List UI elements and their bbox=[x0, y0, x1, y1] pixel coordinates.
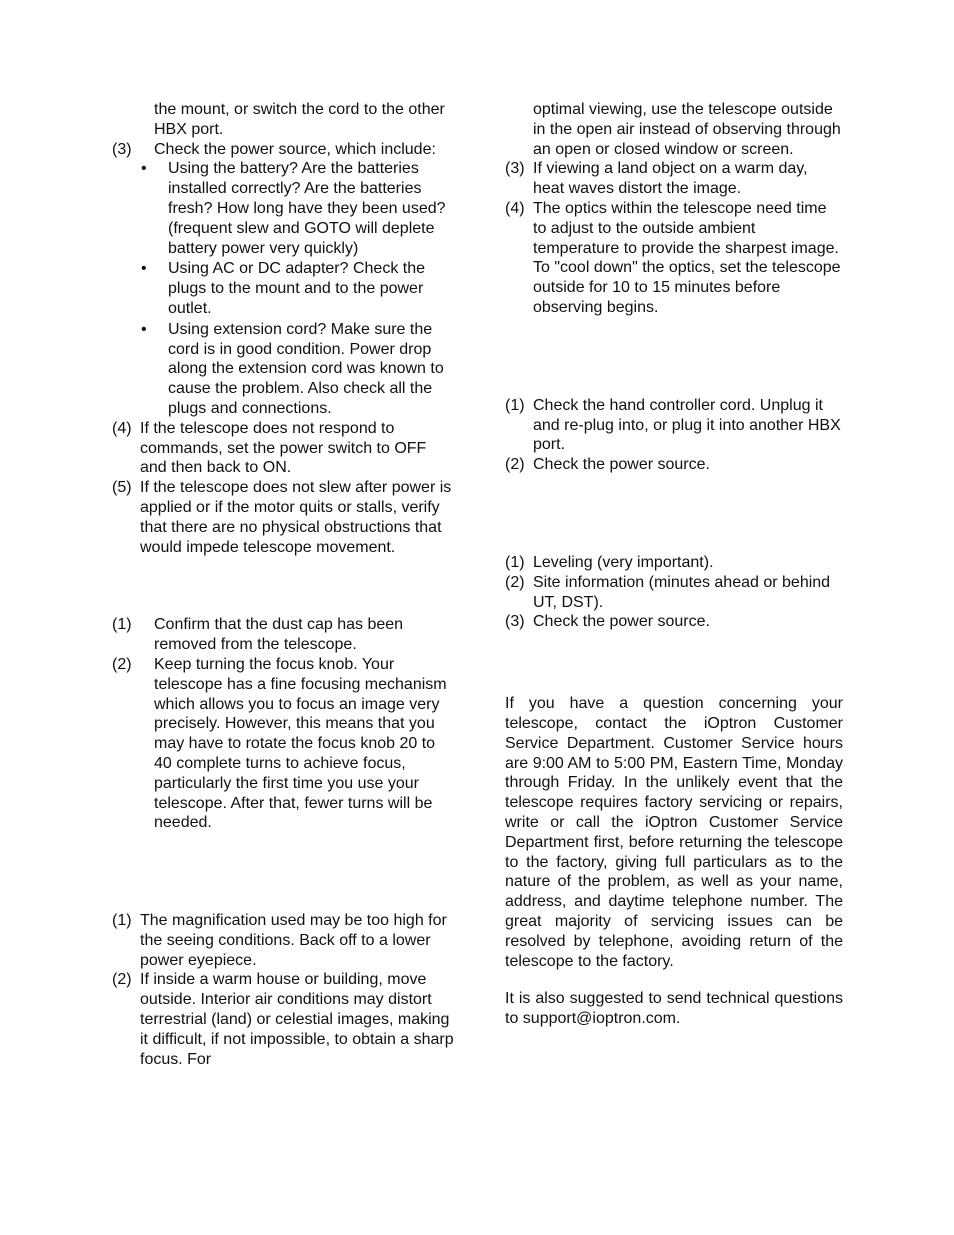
bullet-item: • Using extension cord? Make sure the cord is in good condition. Power drop along the extension cord was known to cause the problem. Also check all the plugs and connections. bbox=[141, 320, 444, 417]
bullet-icon: • bbox=[141, 260, 147, 278]
list-item: (2) Site information (minutes ahead or behind UT, DST). bbox=[505, 573, 831, 611]
bullet-icon: • bbox=[141, 320, 147, 338]
list-item: (1) Leveling (very important). bbox=[505, 553, 714, 571]
list-item: (2) Keep turning the focus knob. Your telescope has a fine focusing mechanism which allows you to focus an image very precisely. However, this means that you may have to rotate the focus knob 20 to 40 complete turns to achieve focus, particularly the first time you use your telescope. After that, fewer turns will be needed. bbox=[112, 655, 447, 832]
list-item: the mount, or switch the cord to the other HBX port. bbox=[154, 101, 445, 138]
list-item: (2) If inside a warm house or building, move outside. Interior air conditions may distort terrestrial (land) or celestial images, making it difficult, if not impossible, to obtain a sharp focus. For bbox=[112, 971, 454, 1068]
list-item: (1) Check the hand controller cord. Unplug it and re-plug into, or plug it into another HBX port. bbox=[505, 396, 841, 454]
bullet-icon: • bbox=[141, 160, 147, 178]
list-item: optimal viewing, use the telescope outside in the open air instead of observing through an open or closed window or screen. bbox=[533, 101, 841, 158]
list-item: (2) Check the power source. bbox=[505, 456, 710, 474]
list-item: (3) Check the power source. bbox=[505, 613, 710, 631]
list-item: (4) If the telescope does not respond to commands, set the power switch to OFF and then back to ON. bbox=[112, 419, 427, 477]
bullet-item: • Using AC or DC adapter? Check the plugs to the mount and to the power outlet. bbox=[141, 260, 426, 317]
email-paragraph: It is also suggested to send technical questions to support@ioptron.com. bbox=[505, 990, 843, 1028]
list-item: (1) Confirm that the dust cap has been removed from the telescope. bbox=[112, 616, 404, 654]
list-item: (5) If the telescope does not slew after power is applied or if the motor quits or stalls, verify that there are no physical obstructions that would impede telescope movement. bbox=[112, 479, 452, 556]
left-column bbox=[112, 100, 457, 1069]
support-paragraph: If you have a question concerning your telescope, contact the iOptron Customer Service Department. Customer Service hours are 9:00 AM to 5:00 PM, Eastern Time, Monday through Friday. In the unlikely event that the telescope requires factory servicing or repairs, write or call the iOptron Customer Service Department first, before returning the telescope to the factory, giving full particulars as to the nature of the problem, as well as your name, address, and daytime telephone number. The great majority of servicing issues can be resolved by telephone, avoiding return of the telescope to the factory. bbox=[505, 695, 843, 970]
list-item: (4) The optics within the telescope need time to adjust to the outside ambient temperature to provide the sharpest image. To "cool down" the optics, set the telescope outside for 10 to 15 minutes before observing begins. bbox=[505, 199, 841, 316]
list-item: (1) The magnification used may be too high for the seeing conditions. Back off to a lower power eyepiece. bbox=[112, 912, 447, 969]
list-item: (3) Check the power source, which include: bbox=[112, 140, 436, 158]
right-column bbox=[505, 100, 843, 1029]
list-item: (3) If viewing a land object on a warm day, heat waves distort the image. bbox=[505, 160, 808, 198]
bullet-item: • Using the battery? Are the batteries installed correctly? Are the batteries fresh? How long have they been used? (frequent slew and GOTO will deplete battery power very quickly) bbox=[141, 160, 446, 257]
